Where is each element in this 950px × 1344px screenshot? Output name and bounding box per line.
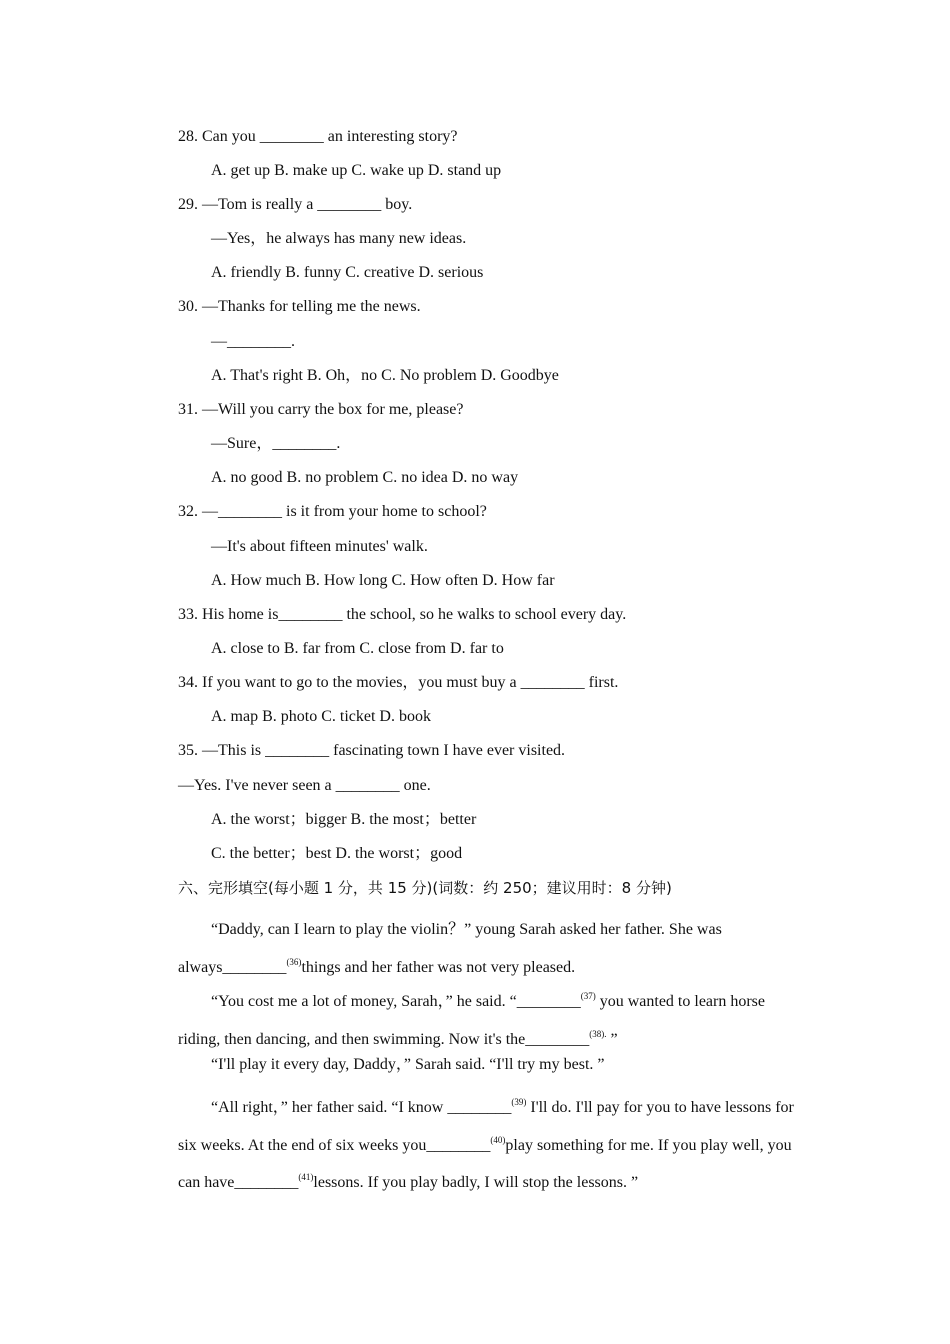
question-34-options: A. map B. photo C. ticket D. book	[211, 708, 431, 725]
question-29-dialogue: —Yes，he always has many new ideas.	[211, 230, 467, 247]
question-33-stem: 33. His home is________ the school, so he walks to school every day.	[178, 606, 627, 623]
question-34-stem: 34. If you want to go to the movies，you must buy a ________ first.	[178, 674, 619, 691]
question-33-options: A. close to B. far from C. close from D. far to	[211, 640, 504, 657]
passage-p4-text-c: play something for me. If you play well, you can have________	[178, 1136, 792, 1191]
passage-p4-text-a: “All right，” her father said. “I know ________	[211, 1099, 512, 1116]
passage-paragraph-3: “I'll play it every day, Daddy，” Sarah said. “I'll try my best. ”	[211, 1056, 605, 1073]
question-35-options-row-1: A. the worst；bigger B. the most；better	[211, 811, 477, 828]
question-35-dialogue: —Yes. I've never seen a ________ one.	[178, 777, 431, 794]
question-32-stem: 32. —________ is it from your home to school?	[178, 503, 487, 520]
blank-number-37: (37)	[580, 991, 596, 1001]
question-30-dialogue: —________.	[211, 333, 295, 350]
question-28-stem: 28. Can you ________ an interesting story?	[178, 128, 458, 145]
question-30-stem: 30. —Thanks for telling me the news.	[178, 298, 421, 315]
question-28-options: A. get up B. make up C. wake up D. stand up	[211, 162, 502, 179]
passage-p4-text-d: lessons. If you play badly, I will stop the lessons. ”	[313, 1174, 639, 1191]
passage-p2-text-b: you wanted to learn horse riding, then dancing, and then swimming. Now it's the________	[178, 993, 765, 1048]
question-29-options: A. friendly B. funny C. creative D. serious	[211, 264, 484, 281]
question-29-stem: 29. —Tom is really a ________ boy.	[178, 196, 413, 213]
blank-number-36: (36)	[286, 957, 302, 967]
passage-p4-text-b: I'll do. I'll pay for you to have lessons for six weeks. At the end of six weeks you________	[178, 1099, 794, 1154]
passage-p1-text-b: things and her father was not very pleased.	[301, 959, 576, 976]
question-32-dialogue: —It's about fifteen minutes' walk.	[211, 538, 428, 555]
passage-paragraph-4	[178, 1089, 806, 1202]
question-31-stem: 31. —Will you carry the box for me, please?	[178, 401, 464, 418]
passage-p2-text-a: “You cost me a lot of money, Sarah，” he said. “________	[211, 993, 581, 1010]
question-30-options: A. That's right B. Oh，no C. No problem D. Goodbye	[211, 367, 559, 384]
blank-number-38: (38).	[589, 1029, 607, 1039]
question-32-options: A. How much B. How long C. How often D. How far	[211, 572, 555, 589]
passage-paragraph-2	[178, 983, 806, 1059]
blank-number-41: (41)	[298, 1172, 314, 1182]
question-31-dialogue: —Sure，________.	[211, 435, 341, 452]
question-35-stem: 35. —This is ________ fascinating town I have ever visited.	[178, 742, 566, 759]
passage-p2-text-c: ”	[606, 1031, 618, 1048]
passage-p1-text-a: “Daddy, can I learn to play the violin？” young Sarah asked her father. She was always________	[178, 921, 722, 976]
question-31-options: A. no good B. no problem C. no idea D. no way	[211, 469, 519, 486]
question-35-options-row-2: C. the better；best D. the worst；good	[211, 845, 463, 862]
blank-number-39: (39)	[511, 1097, 527, 1107]
blank-number-40: (40)	[490, 1134, 506, 1145]
section-heading: 六、完形填空(每小题 1 分，共 15 分)(词数：约 250；建议用时：8 分钟)	[178, 879, 672, 897]
passage-paragraph-1	[178, 911, 806, 987]
